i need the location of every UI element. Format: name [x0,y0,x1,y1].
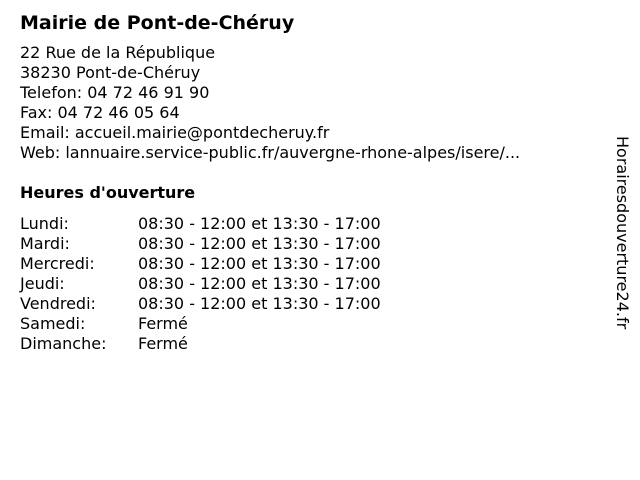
day-label: Mercredi: [20,254,95,273]
hours-row-friday [20,294,381,314]
website-link: Web: lannuaire.service-public.fr/auvergne-rhone-alpes/isere/... [20,143,521,162]
fax-number: Fax: 04 72 46 05 64 [20,103,180,122]
day-hours: 08:30 - 12:00 et 13:30 - 17:00 [138,294,381,313]
day-hours: Fermé [138,314,188,333]
contact-block [20,43,520,163]
hours-row-thursday [20,274,381,294]
day-label: Vendredi: [20,294,96,313]
day-hours: 08:30 - 12:00 et 13:30 - 17:00 [138,274,381,293]
address-street: 22 Rue de la République [20,43,216,62]
day-label: Jeudi: [20,274,65,293]
day-label: Lundi: [20,214,69,233]
day-hours: 08:30 - 12:00 et 13:30 - 17:00 [138,254,381,273]
hours-row-wednesday [20,254,381,274]
opening-hours-table [20,214,381,354]
page-title: Mairie de Pont-de-Chéruy [20,12,295,34]
day-hours: 08:30 - 12:00 et 13:30 - 17:00 [138,214,381,233]
phone-number: Telefon: 04 72 46 91 90 [20,83,210,102]
day-label: Mardi: [20,234,70,253]
address-city: 38230 Pont-de-Chéruy [20,63,201,82]
day-label: Dimanche: [20,334,107,353]
day-hours: Fermé [138,334,188,353]
day-label: Samedi: [20,314,86,333]
hours-row-monday [20,214,381,234]
hours-row-sunday [20,334,381,354]
email-address: Email: accueil.mairie@pontdecheruy.fr [20,123,330,142]
hours-heading: Heures d'ouverture [20,183,196,202]
day-hours: 08:30 - 12:00 et 13:30 - 17:00 [138,234,381,253]
site-watermark-label: Horairesdouverture24.fr [613,136,632,330]
hours-row-saturday [20,314,381,334]
hours-row-tuesday [20,234,381,254]
